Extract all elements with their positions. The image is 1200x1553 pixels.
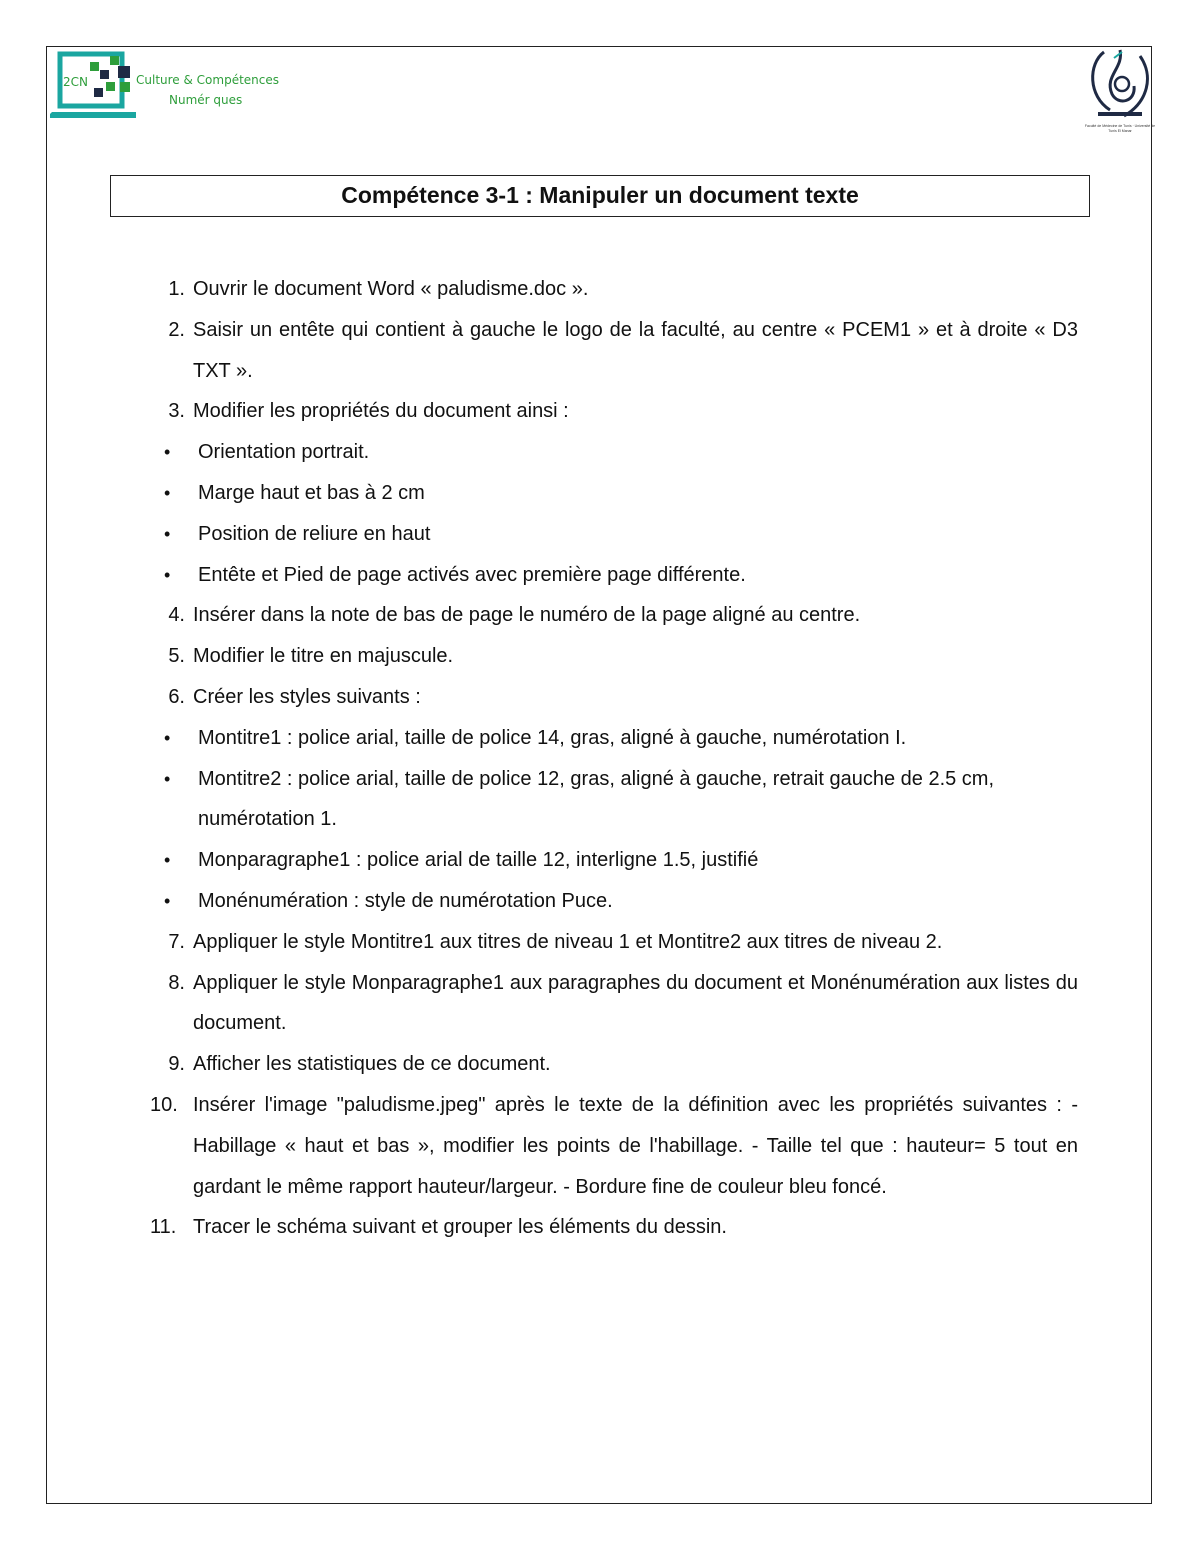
brand-text xyxy=(136,70,279,110)
list-item: 7. Appliquer le style Montitre1 aux titres de niveau 1 et Montitre2 aux titres de niveau 2. xyxy=(168,930,943,953)
sub-list-item: • Monparagraphe1 : police arial de taille 12, interligne 1.5, justifié xyxy=(150,840,1078,881)
list-item: 10. Insérer l'image "paludisme.jpeg" après le texte de la définition avec les propriétés suivantes : - Habillage « haut et bas », modifier les points de l'habillage. - Taille tel que : hauteur= 5 tout en gardant le même rapport hauteur/largeur. - Bordure fine de couleur bleu foncé. xyxy=(150,1093,1078,1198)
sub-list-item: • Position de reliure en haut xyxy=(150,514,1078,555)
sub-list-item: • Monénumération : style de numérotation Puce. xyxy=(150,881,1078,922)
logo-initials: 2CN xyxy=(63,75,88,89)
sub-list-item: • Marge haut et bas à 2 cm xyxy=(150,473,1078,514)
sub-list-item: • Montitre2 : police arial, taille de police 12, gras, aligné à gauche, retrait gauche de 2.5 cm, numérotation 1. xyxy=(150,759,1078,841)
faculty-caption: Faculté de Médecine de Tunis · Université de Tunis El Manar xyxy=(1084,124,1156,133)
microscope-emblem-icon xyxy=(1084,46,1156,124)
list-item: 8. Appliquer le style Monparagraphe1 aux paragraphes du document et Monénumération aux listes du document. xyxy=(168,971,1078,1035)
list-item: 5. Modifier le titre en majuscule. xyxy=(168,645,454,668)
sub-list xyxy=(150,432,1078,595)
brand-line2: Numér ques xyxy=(169,93,243,107)
page-title: Compétence 3-1 : Manipuler un document texte xyxy=(110,175,1090,217)
sub-list-item: • Orientation portrait. xyxy=(150,432,1078,473)
laptop-logo-icon xyxy=(50,48,140,124)
list-item: 9. Afficher les statistiques de ce document. xyxy=(168,1053,551,1076)
list-item: 2. Saisir un entête qui contient à gauche le logo de la faculté, au centre « PCEM1 » et à droite « D3 TXT ». xyxy=(168,318,1078,382)
faculty-logo xyxy=(1084,46,1156,144)
list-item: 3. Modifier les propriétés du document ainsi : xyxy=(168,400,569,423)
brand-line1: Culture & Compétences xyxy=(136,73,280,87)
list-item: 4. Insérer dans la note de bas de page le numéro de la page aligné au centre. xyxy=(168,604,861,627)
list-item: 6. Créer les styles suivants : xyxy=(168,685,421,708)
culture-competences-logo xyxy=(50,48,280,124)
list-item: 1. Ouvrir le document Word « paludisme.doc ». xyxy=(168,278,589,300)
sub-list-item: • Montitre1 : police arial, taille de police 14, gras, aligné à gauche, numérotation I. xyxy=(150,718,1078,759)
sub-list xyxy=(150,718,1078,922)
list-item: 11. Tracer le schéma suivant et grouper les éléments du dessin. xyxy=(150,1216,727,1239)
sub-list-item: • Entête et Pied de page activés avec première page différente. xyxy=(150,555,1078,596)
instruction-list xyxy=(150,269,1078,1248)
